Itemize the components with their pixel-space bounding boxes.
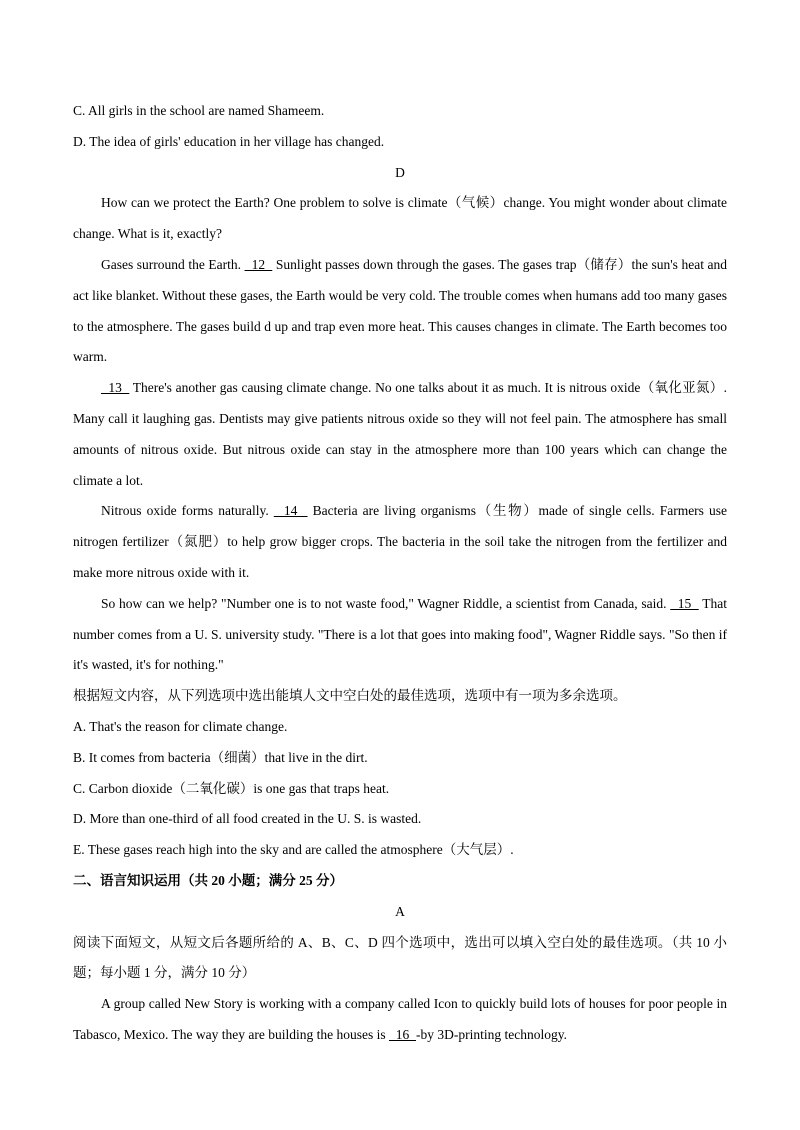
blank-13: 13: [101, 380, 130, 396]
paragraph-4: [73, 496, 727, 588]
blank-16: 16: [388, 1026, 416, 1042]
section-2-instruction: 阅读下面短文，从短文后各题所给的 A、B、C、D 四个选项中，选出可以填入空白处的最佳选项。（共 10 小题；每小题 1 分，满分 10 分）: [73, 934, 727, 981]
blank-14: 14: [273, 503, 308, 519]
instruction-text: 根据短文内容，从下列选项中选出能填人文中空白处的最佳选项，选项中有一项为多余选项。: [73, 688, 627, 704]
paragraph-3: [73, 373, 727, 496]
option-d-previous: D. The idea of girls' education in her village has changed.: [73, 133, 385, 149]
blank-15: 15: [670, 595, 699, 611]
section-heading-d: D: [395, 164, 405, 180]
paragraph-4-text-a: Nitrous oxide forms naturally.: [101, 503, 274, 519]
paragraph-5-text-a: So how can we help? "Number one is to not waste food," Wagner Riddle, a scientist from Canada, said.: [101, 595, 671, 611]
paragraph-2: [73, 250, 727, 373]
blank-12: 12: [244, 256, 273, 272]
option-a: A. That's the reason for climate change.: [73, 718, 288, 734]
option-c: C. Carbon dioxide（二氧化碳）is one gas that traps heat.: [73, 780, 390, 796]
option-d: D. More than one-third of all food created in the U. S. is wasted.: [73, 811, 422, 827]
section-2-title: 二、语言知识运用（共 20 小题；满分 25 分）: [73, 872, 343, 888]
paragraph-3-text: There's another gas causing climate change. No one talks about it as much. It is nitrous oxide（氧化亚氮）. Many call it laughing gas. Dentists may give patients nitrous oxide so they will not feel pain. The atmosphere has small amounts of nitrous oxide. But nitrous oxide can stay in the atmosphere more than 100 years which can change the climate a lot.: [73, 380, 727, 488]
section-heading-a: A: [395, 903, 405, 919]
section-2-paragraph-1: [73, 989, 727, 1051]
option-e: E. These gases reach high into the sky and are called the atmosphere（大气层）.: [73, 842, 514, 858]
paragraph-2-text-b: Sunlight passes down through the gases. The gases trap（储存）the sun's heat and act like blanket. Without these gases, the Earth would be very cold. The trouble comes when humans add too many gases to the atmosphere. The gases build d up and trap even more heat. This causes changes in climate. The Earth becomes too warm.: [73, 256, 728, 365]
paragraph-2-text-a: Gases surround the Earth.: [101, 256, 245, 272]
document-page: [73, 96, 727, 1051]
option-b: B. It comes from bacteria（细菌）that live in the dirt.: [73, 749, 368, 765]
option-c-previous: C. All girls in the school are named Shameem.: [73, 103, 325, 118]
section-2-paragraph-1-text-b: -by 3D-printing technology.: [415, 1026, 567, 1042]
paragraph-5: [73, 589, 727, 681]
paragraph-5-text-b: That number comes from a U. S. university study. "There is a lot that goes into making food", Wagner Riddle says. "So then if it's wasted, it's for nothing.": [73, 595, 728, 673]
section-2-paragraph-1-text-a: A group called New Story is working with a company called Icon to quickly build lots of houses for poor people in Tabasco, Mexico. The way they are building the houses is: [73, 996, 727, 1042]
paragraph-1: How can we protect the Earth? One problem to solve is climate（气候）change. You might wonder about climate change. What is it, exactly?: [73, 195, 727, 242]
paragraph-4-text-b: Bacteria are living organisms（生物）made of single cells. Farmers use nitrogen fertilizer（氮肥）to help grow bigger crops. The bacteria in the soil take the nitrogen from the fertilizer and make more nitrous oxide with it.: [73, 503, 727, 580]
